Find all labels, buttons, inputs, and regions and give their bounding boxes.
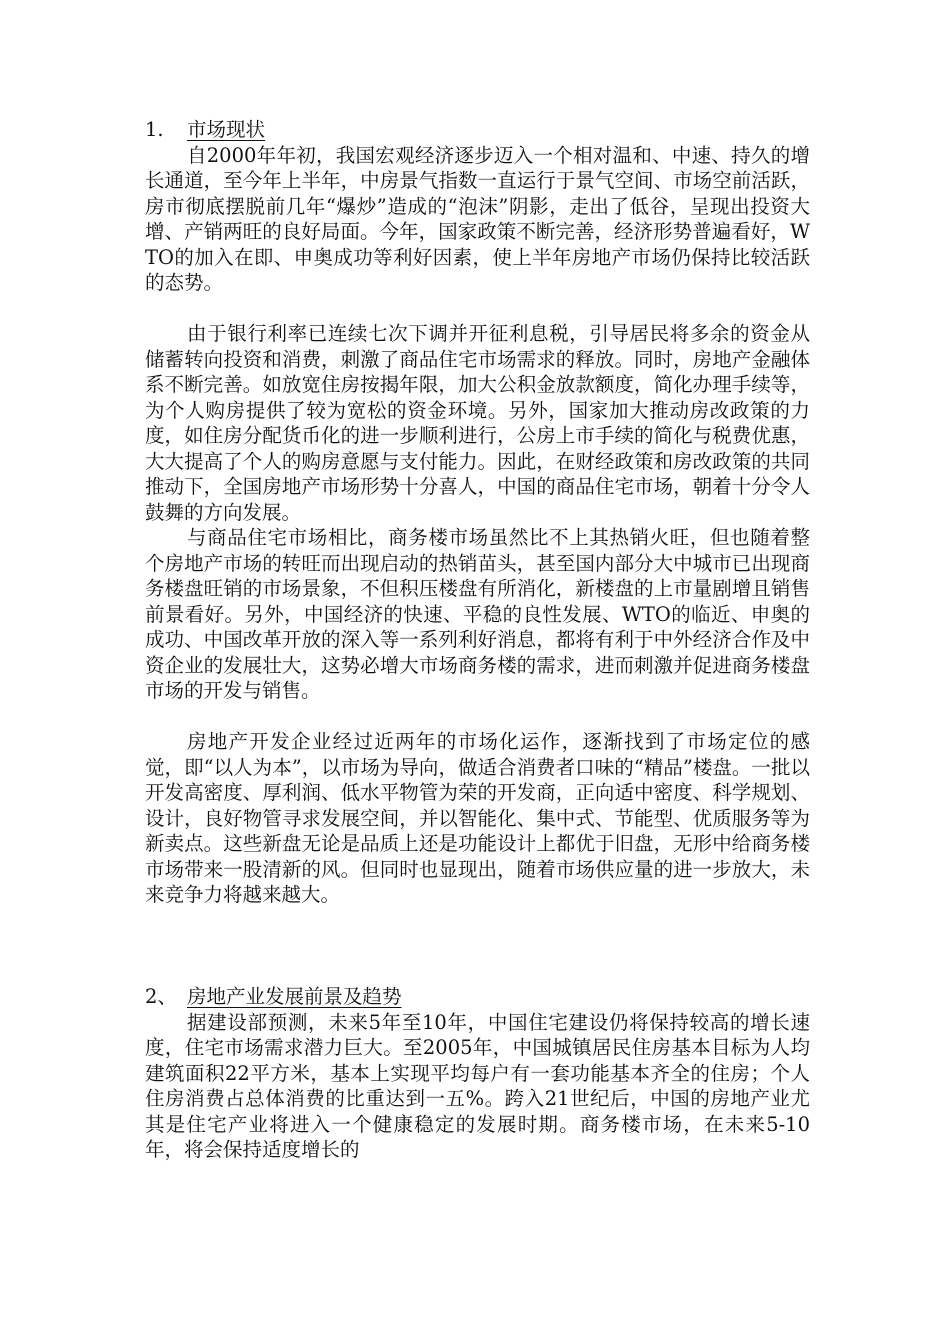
section-2-heading (145, 984, 810, 1010)
paragraph: 据建设部预测，未来5年至10年，中国住宅建设仍将保持较高的增长速度，住宅市场需求潜力巨大。至2005年，中国城镇居民住房基本目标为人均建筑面积22平方米，基本上实现平均每户有一套功能基本齐全的住房；个人住房消费占总体消费的比重达到一五%。跨入21世纪后，中国的房地产业尤其是住宅产业将进入一个健康稳定的发展时期。商务楼市场，在未来5-10年，将会保持适度增长的 (145, 1010, 810, 1161)
paragraph-spacer (145, 296, 810, 322)
paragraph: 与商品住宅市场相比，商务楼市场虽然比不上其热销火旺，但也随着整个房地产市场的转旺而出现启动的热销苗头，甚至国内部分大中城市已出现商务楼盘旺销的市场景象，不但积压楼盘有所消化，新楼盘的上市量剧增且销售前景看好。另外，中国经济的快速、平稳的良性发展、WTO的临近、申奥的成功、中国改革开放的深入等一系列利好消息，都将有利于中外经济合作及中资企业的发展壮大，这势必增大市场商务楼的需求，进而刺激并促进商务楼盘市场的开发与销售。 (145, 526, 810, 702)
section-2-number: 2、 (145, 985, 177, 1008)
section-1-heading (145, 117, 810, 143)
section-1-title: 市场现状 (187, 118, 266, 141)
paragraph-spacer (145, 704, 810, 730)
paragraph: 由于银行利率已连续七次下调并开征利息税，引导居民将多余的资金从储蓄转向投资和消费，刺激了商品住宅市场需求的释放。同时，房地产金融体系不断完善。如放宽住房按揭年限，加大公积金放款额度，简化办理手续等，为个人购房提供了较为宽松的资金环境。另外，国家加大推动房改政策的力度，如住房分配货币化的进一步顺利进行，公房上市手续的简化与税费优惠，大大提高了个人的购房意愿与支付能力。因此，在财经政策和房改政策的共同推动下，全国房地产市场形势十分喜人，中国的商品住宅市场，朝着十分令人鼓舞的方向发展。 (145, 322, 810, 524)
paragraph: 房地产开发企业经过近两年的市场化运作，逐渐找到了市场定位的感觉，即“以人为本”，以市场为导向，做适合消费者口味的“精品”楼盘。一批以开发高密度、厚利润、低水平物管为荣的开发商，正向适中密度、科学规划、设计，良好物管寻求发展空间，并以智能化、集中式、节能型、优质服务等为新卖点。这些新盘无论是品质上还是功能设计上都优于旧盘，无形中给商务楼市场带来一股清新的风。但同时也显现出，随着市场供应量的进一步放大，未来竞争力将越来越大。 (145, 730, 810, 906)
document-page (145, 117, 810, 1163)
paragraph: 自2000年年初，我国宏观经济逐步迈入一个相对温和、中速、持久的增长通道，至今年上半年，中房景气指数一直运行于景气空间、市场空前活跃，房市彻底摆脱前几年“爆炒”造成的“泡沫”阴影，走出了低谷，呈现出投资大增、产销两旺的良好局面。今年，国家政策不断完善，经济形势普遍看好，WTO的加入在即、申奥成功等利好因素，使上半年房地产市场仍保持比较活跃的态势。 (145, 143, 810, 294)
section-1-number: 1. (145, 118, 164, 141)
section-spacer (145, 908, 810, 985)
section-2-title: 房地产业发展前景及趋势 (187, 985, 402, 1008)
